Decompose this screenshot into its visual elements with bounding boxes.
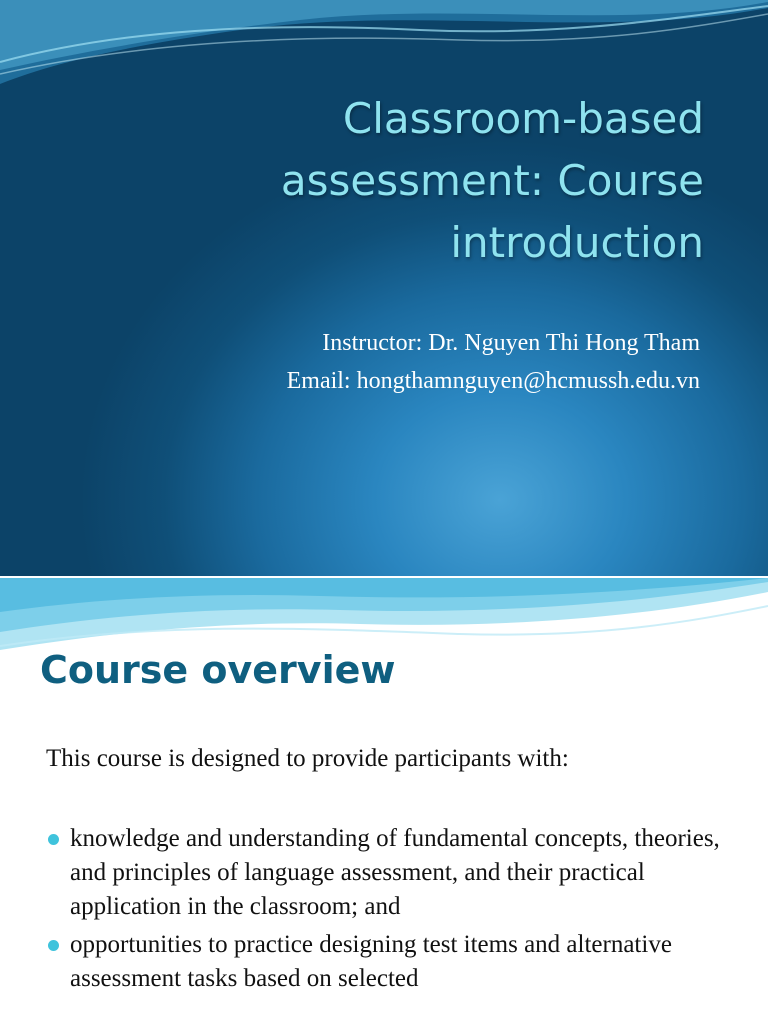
title-line-2: assessment: Course [280, 156, 704, 205]
overview-heading: Course overview [40, 648, 396, 692]
slide-title [184, 88, 704, 274]
overview-intro: This course is designed to provide participants with: [46, 745, 569, 772]
instructor-name: Instructor: Dr. Nguyen Thi Hong Tham [322, 330, 700, 356]
instructor-info [287, 324, 700, 400]
list-item [46, 822, 726, 924]
bullet-list [46, 822, 726, 1000]
overview-slide [0, 578, 768, 1024]
list-item [46, 928, 726, 996]
title-line-1: Classroom-based [342, 94, 704, 143]
bullet-text: opportunities to practice designing test items and alternative assessment tasks based on selected [70, 931, 672, 992]
bullet-icon [48, 834, 59, 845]
wave-decoration [0, 0, 768, 90]
bullet-icon [48, 940, 59, 951]
bullet-text: knowledge and understanding of fundamental concepts, theories, and principles of language assessment, and their practical application in the classroom; and [70, 825, 720, 920]
title-line-3: introduction [450, 218, 704, 267]
instructor-email: Email: hongthamnguyen@hcmussh.edu.vn [286, 368, 700, 394]
